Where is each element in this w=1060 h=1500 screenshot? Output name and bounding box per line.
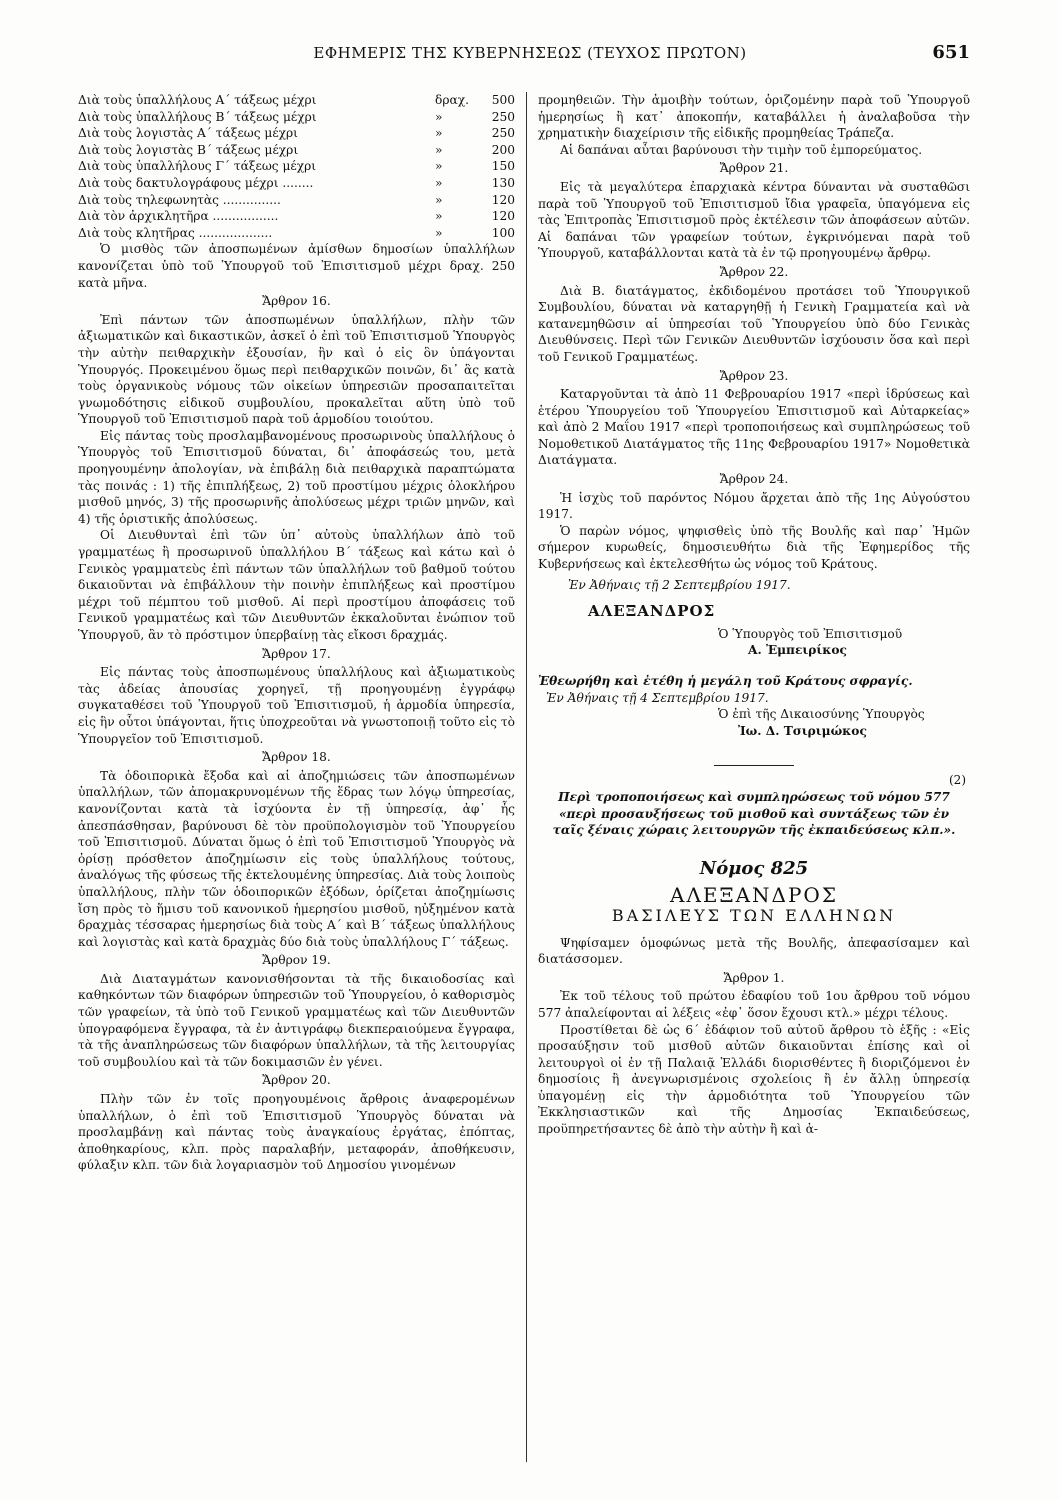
paragraph: Διὰ Β. διατάγματος, ἐκδιδομένου προτάσει τοῦ Ὑπουργικοῦ Συμβουλίου, δύναται νὰ καταργηθῇ ἡ Γενικὴ Γραμματεία καὶ νὰ κατανεμηθῶσιν αἱ ὑπηρεσίαι τοῦ Ὑπουργείου ὑπὸ δύο Γενικὰς Διευθύνσεις. Περὶ τῶν Γενικῶν Διευθυντῶν ἰσχύουσιν ὅσα καὶ περὶ τοῦ Γενικοῦ Γραμματέως. (538, 283, 970, 364)
article-heading: Ἄρθρον 23. (719, 368, 789, 383)
salary-amount: 250 (491, 109, 515, 124)
left-column (78, 92, 515, 1174)
salary-amount: 120 (491, 209, 515, 224)
section-divider (714, 765, 794, 766)
seal-date: Ἐν Ἀθήναις τῇ 4 Σεπτεμβρίου 1917. (546, 690, 769, 705)
signing-date: Ἐν Ἀθήναις τῇ 2 Σεπτεμβρίου 1917. (568, 577, 791, 592)
salary-amount: 120 (491, 192, 515, 207)
salary-amount: 130 (491, 175, 515, 190)
king-name-heading: ΑΛΕΞΑΝΔΡΟΣ (670, 883, 838, 908)
salary-row (78, 208, 515, 225)
salary-amount: 200 (491, 142, 515, 157)
paragraph: Οἱ Διευθυνταὶ ἐπὶ τῶν ὑπ᾽ αὐτοὺς ὑπαλλήλων ἀπὸ τοῦ γραμματέως ἢ προσωρινοῦ ὑπαλλήλου Β΄ τάξεως καὶ κάτω καὶ ὁ Γενικὸς γραμματεὺς ἐπὶ πάντων τῶν ὑπαλλήλων τοῦ βαθμοῦ τούτου δικαιοῦνται νὰ ἐπιβάλλουν τὴν ποινὴν ἐπιπλήξεως καὶ προστίμου μέχρι τοῦ πέμπτου τοῦ μισθοῦ. Αἱ περὶ προστίμου ἀποφάσεις τοῦ Γενικοῦ γραμματέως καὶ τῶν Διευθυντῶν ἐκκαλοῦνται ἐνώπιον τοῦ Ὑπουργοῦ, ἂν τὸ πρόστιμον ὑπερβαίνῃ τὰς εἴκοσι δραχμάς. (78, 528, 515, 642)
minister-name: Α. Ἐμπειρίκος (748, 643, 847, 658)
article-heading: Ἄρθρον 16. (262, 294, 331, 309)
paragraph: Πλὴν τῶν ἐν τοῖς προηγουμένοις ἄρθροις ἀναφερομένων ὑπαλλήλων, ὁ ἐπὶ τοῦ Ἐπισιτισμοῦ Ὑπουργὸς δύναται νὰ προσλαμβάνῃ καὶ πάντας τοὺς ἀναγκαίους ἐργάτας, ἐπόπτας, ἀποθηκαρίους, κλπ. πρὸς παραλαβήν, μεταφοράν, ἀποθήκευσιν, φύλαξιν κλπ. τῶν διὰ λογαριασμὸν τοῦ Δημοσίου γινομένων (78, 1092, 515, 1173)
paragraph: Ὁ μισθὸς τῶν ἀποσπωμένων ἀμίσθων δημοσίων ὑπαλλήλων κανονίζεται ὑπὸ τοῦ Ὑπουργοῦ τοῦ Ἐπισιτισμοῦ μέχρι δραχ. 250 κατὰ μῆνα. (78, 242, 515, 290)
column-divider (526, 92, 527, 1462)
salary-amount: 250 (491, 126, 515, 141)
footnote-marker: (2) (949, 773, 966, 788)
salary-row (78, 125, 515, 142)
law-description: Περὶ τροποποιήσεως καὶ συμπληρώσεως τοῦ νόμου 577 «περὶ προσαυξήσεως τοῦ μισθοῦ καὶ συντάξεως τῶν ἐν ταῖς ξέναις χώραις λειτουργῶν τῆς ἐκπαιδεύσεως κλπ.». (552, 789, 956, 838)
salary-unit: » (435, 109, 443, 124)
page-header (50, 40, 1010, 70)
king-title-heading: ΒΑΣΙΛΕΥΣ ΤΩΝ ΕΛΛΗΝΩΝ (611, 905, 897, 925)
paragraph: Καταργοῦνται τὰ ἀπὸ 11 Φεβρουαρίου 1917 «περὶ ἱδρύσεως καὶ ἑτέρου Ὑπουργείου τοῦ Ὑπουργείου Ἐπισιτισμοῦ καὶ Αὐταρκείας» καὶ ἀπὸ 2 Μαΐου 1917 «περὶ τροποποιήσεως καὶ συμπληρώσεως τοῦ Νομοθετικοῦ Διατάγματος τῆς 11ης Φεβρουαρίου 1917» Νομοθετικὰ Διατάγματα. (538, 387, 970, 468)
salary-label: Διὰ τοὺς λογιστὰς Α΄ τάξεως μέχρι (78, 126, 298, 141)
paragraph: Ὁ παρὼν νόμος, ψηφισθεὶς ὑπὸ τῆς Βουλῆς καὶ παρ᾽ Ἡμῶν σήμερον κυρωθείς, δημοσιευθήτω διὰ τῆς Ἐφημερίδος τῆς Κυβερνήσεως καὶ ἐκτελεσθήτω ὡς νόμος τοῦ Κράτους. (538, 523, 970, 572)
salary-row (78, 225, 515, 242)
salary-label: Διὰ τοὺς ὑπαλλήλους Β΄ τάξεως μέχρι (78, 109, 317, 124)
enactment-clause: Ψηφίσαμεν ὁμοφώνως μετὰ τῆς Βουλῆς, ἀπεφασίσαμεν καὶ διατάσσομεν. (538, 935, 970, 967)
paragraph: Εἰς πάντας τοὺς ἀποσπωμένους ὑπαλλήλους καὶ ἀξιωματικοὺς τὰς ἀδείας ἀπουσίας χορηγεῖ, τῇ προηγουμένῃ ἐγγράφῳ συγκαταθέσει τοῦ Ὑπουργοῦ τοῦ Ἐπισιτισμοῦ, ἡ ἁρμοδία ὑπηρεσία, εἰς ἣν οὗτοι ὑπάγονται, ἥτις ὑποχρεοῦται νὰ γνωστοποιῇ τοῦτο εἰς τὸ Ὑπουργεῖον τοῦ Ἐπισιτισμοῦ. (78, 665, 515, 746)
salary-row (78, 109, 515, 126)
salary-unit: » (435, 225, 443, 240)
salary-unit: » (435, 159, 443, 174)
paragraph: Ἐκ τοῦ τέλους τοῦ πρώτου ἐδαφίου τοῦ 1ου ἄρθρου τοῦ νόμου 577 ἀπαλείφονται αἱ λέξεις «ἐφ᾽ ὅσον ἔχουσι κτλ.» μέχρι τέλους. (538, 989, 970, 1020)
salary-label: Διὰ τοὺς ὑπαλλήλους Α΄ τάξεως μέχρι (78, 93, 317, 107)
salary-amount: 100 (491, 225, 515, 240)
article-heading: Ἄρθρον 18. (262, 750, 331, 765)
article-heading: Ἄρθρον 24. (719, 472, 789, 487)
salary-table (78, 92, 515, 241)
page-number: 651 (932, 42, 970, 63)
salary-label: Διὰ τοὺς λογιστὰς Β΄ τάξεως μέχρι (78, 142, 299, 157)
salary-amount: 150 (491, 159, 515, 174)
king-signature: ΑΛΕΞΑΝΔΡΟΣ (588, 602, 716, 621)
gazette-title: ΕΦΗΜΕΡΙΣ ΤΗΣ ΚΥΒΕΡΝΗΣΕΩΣ (ΤΕΥΧΟΣ ΠΡΩΤΟΝ) (313, 44, 747, 62)
salary-label: Διὰ τοὺς τηλεφωνητὰς ............... (78, 192, 281, 207)
salary-row (78, 158, 515, 175)
salary-label: Διὰ τοὺς δακτυλογράφους μέχρι ........ (78, 175, 314, 190)
article-heading: Ἄρθρον 17. (262, 646, 331, 661)
salary-row (78, 92, 515, 109)
law-title: Νόμος 825 (699, 857, 809, 879)
paragraph: Προστίθεται δὲ ὡς 6΄ ἐδάφιον τοῦ αὐτοῦ ἄρθρου τὸ ἑξῆς : «Εἰς προσαύξησιν τοῦ μισθοῦ αὐτῶν δικαιοῦνται ἐπίσης καὶ οἱ λειτουργοὶ οἱ ἐν τῇ Παλαιᾷ Ἑλλάδι διορισθέντες ἢ διοριζόμενοι ἐν δημοσίοις ἢ ἀνεγνωρισμένοις σχολείοις ἢ ἐν ἄλλῃ ὑπηρεσίᾳ ὑπαγομένῃ εἰς τὴν ἁρμοδιότητα τοῦ Ὑπουργείου τῶν Ἐκκλησιαστικῶν καὶ τῆς Δημοσίας Ἐκπαιδεύσεως, προϋπηρετήσαντες δὲ ἀπὸ τὴν αὐτὴν ἢ καὶ ἀ- (538, 1022, 970, 1137)
salary-row (78, 142, 515, 159)
salary-amount: 500 (491, 93, 515, 107)
justice-minister-title: Ὁ ἐπὶ τῆς Δικαιοσύνης Ὑπουργὸς (718, 707, 925, 722)
salary-row (78, 175, 515, 192)
paragraph: Εἰς πάντας τοὺς προσλαμβανομένους προσωρινοὺς ὑπαλλήλους ὁ Ὑπουργὸς τοῦ Ἐπισιτισμοῦ δύναται, δι᾽ ἀποφάσεώς του, μετὰ προηγουμένην ἀπολογίαν, νὰ ἐπιβάλῃ διὰ πειθαρχικὰ παραπτώματα τὰς ποινάς : 1) τῆς ἐπιπλήξεως, 2) τοῦ προστίμου μέχρις ὁλοκλήρου μισθοῦ μηνός, 3) τῆς προσωρινῆς ἀπολύσεως μέχρι τριῶν μηνῶν, καὶ 4) τῆς ὁριστικῆς ἀπολύσεως. (78, 428, 515, 526)
paragraph: Ἐπὶ πάντων τῶν ἀποσπωμένων ὑπαλλήλων, πλὴν τῶν ἀξιωματικῶν καὶ δικαστικῶν, ἀσκεῖ ὁ ἐπὶ τοῦ Ἐπισιτισμοῦ Ὑπουργὸς τὴν αὐτὴν πειθαρχικὴν ἐξουσίαν, ἣν καὶ ὁ εἰς ὃν ὑπάγονται Ὑπουργός. Προκειμένου ὅμως περὶ πειθαρχικῶν ποινῶν, δι᾽ ἃς κατὰ τοὺς ὀργανικοὺς νόμους τῶν οἰκείων ὑπηρεσιῶν προσαπαιτεῖται γνωμοδότησις εἰδικοῦ συμβουλίου, προκαλεῖται αὕτη ὑπὸ τοῦ Ὑπουργοῦ τοῦ Ἐπισιτισμοῦ παρὰ τοῦ ἁρμοδίου τοιούτου. (78, 312, 515, 427)
salary-unit: » (435, 192, 443, 207)
minister-title: Ὁ Ὑπουργὸς τοῦ Ἐπισιτισμοῦ (718, 626, 903, 641)
salary-unit: δραχ. (435, 93, 469, 107)
article-heading: Ἄρθρον 1. (723, 970, 785, 985)
salary-row (78, 192, 515, 209)
paragraph: προμηθειῶν. Τὴν ἀμοιβὴν τούτων, ὁριζομένην παρὰ τοῦ Ὑπουργοῦ ἡμερησίως ἢ κατ᾽ ἀποκοπήν, καταβάλλει ἡ ἀναλαβοῦσα τὴν χρηματικὴν διαχείρισιν τῆς εἰδικῆς προμηθείας Τράπεζα. (538, 93, 970, 141)
article-heading: Ἄρθρον 22. (719, 264, 789, 279)
salary-unit: » (435, 209, 443, 224)
salary-label: Διὰ τὸν ἀρχικλητῆρα ................. (78, 209, 279, 224)
salary-unit: » (435, 142, 443, 157)
paragraph: Τὰ ὁδοιπορικὰ ἔξοδα καὶ αἱ ἀποζημιώσεις τῶν ἀποσπωμένων ὑπαλλήλων, τῶν ἀπομακρυνομένων τῆς ἕδρας των λόγῳ ὑπηρεσίας, κανονίζονται κατὰ τὰ ἰσχύοντα ἐν τῇ ὑπηρεσίᾳ, ἀφ᾽ ἧς ἀπεσπάσθησαν, βαρύνουσι δὲ τὸν προϋπολογισμὸν τοῦ Ὑπουργείου τοῦ Ἐπισιτισμοῦ. Δύναται ὅμως ὁ ἐπὶ τοῦ Ἐπισιτισμοῦ Ὑπουργὸς νὰ ὁρίσῃ πρόσθετον ἀποζημίωσιν εἰς τοὺς ὑπαλλήλους τούτους, ἀναλόγως τῆς φύσεως τῆς ἐκτελουμένης ὑπηρεσίας. Διὰ τοὺς λοιποὺς ὑπαλλήλους, πλὴν τῶν ὁδοιπορικῶν ἐξόδων, ὁρίζεται ἀποζημίωσις ἴση πρὸς τὸ ἥμισυ τοῦ κανονικοῦ ἡμερησίου μισθοῦ, ηὐξημένον κατὰ δραχμὰς τέσσαρας ἡμερησίως διὰ τοὺς Α΄ καὶ Β΄ τάξεως ὑπαλλήλους καὶ λογιστὰς καὶ κατὰ δραχμὰς δύο διὰ τοὺς ὑπαλλήλους Γ΄ τάξεως. (78, 768, 515, 949)
salary-label: Διὰ τοὺς κλητῆρας ................... (78, 225, 273, 240)
paragraph: Εἰς τὰ μεγαλύτερα ἐπαρχιακὰ κέντρα δύνανται νὰ συσταθῶσι παρὰ τοῦ Ὑπουργοῦ τοῦ Ἐπισιτισμοῦ ἴδια γραφεῖα, ὑπαγόμενα εἰς τὰς Ἐπιτροπὰς Ἐπισιτισμοῦ πρὸς ἐκτέλεσιν τῶν ἀποφάσεων αὐτῶν. Αἱ δαπάναι τῶν γραφείων τούτων, ἐγκρινόμεναι παρὰ τοῦ Ὑπουργοῦ, καταβάλλονται κατὰ τὰ ἐν τῷ προηγουμένῳ ἄρθρῳ. (538, 179, 970, 261)
salary-unit: » (435, 126, 443, 141)
salary-unit: » (435, 175, 443, 190)
paragraph: Ἡ ἰσχὺς τοῦ παρόντος Νόμου ἄρχεται ἀπὸ τῆς 1ης Αὐγούστου 1917. (538, 490, 970, 522)
seal-note: Ἐθεωρήθη καὶ ἐτέθη ἡ μεγάλη τοῦ Κράτους σφραγίς. (538, 674, 913, 688)
salary-label: Διὰ τοὺς ὑπαλλήλους Γ΄ τάξεως μέχρι (78, 159, 317, 174)
right-column (538, 92, 970, 1138)
paragraph: Διὰ Διαταγμάτων κανονισθήσονται τὰ τῆς δικαιοδοσίας καὶ καθηκόντων τῶν διαφόρων ὑπηρεσιῶν τοῦ Ὑπουργείου, ὁ καθορισμὸς τῶν γραφείων, τὰ ὑπὸ τοῦ Γενικοῦ γραμματέως καὶ τῶν Διευθυντῶν ὑπογραφόμενα ἔγγραφα, τὰ ἐν ἀντιγράφῳ διεκπεραιούμενα ἔγγραφα, τὰ τῆς ἀναπληρώσεως τῶν διαφόρων ὑπαλλήλων, τὰ τῆς λειτουργίας τοῦ συμβουλίου καὶ τὰ τῶν δοκιμασιῶν ἐν γένει. (78, 971, 515, 1069)
article-heading: Ἄρθρον 21. (719, 161, 789, 176)
justice-minister-name: Ἰω. Δ. Τσιριμώκος (738, 723, 867, 738)
article-heading: Ἄρθρον 19. (262, 953, 331, 968)
article-heading: Ἄρθρον 20. (262, 1073, 331, 1088)
paragraph: Αἱ δαπάναι αὗται βαρύνουσι τὴν τιμὴν τοῦ ἐμπορεύματος. (560, 142, 923, 157)
